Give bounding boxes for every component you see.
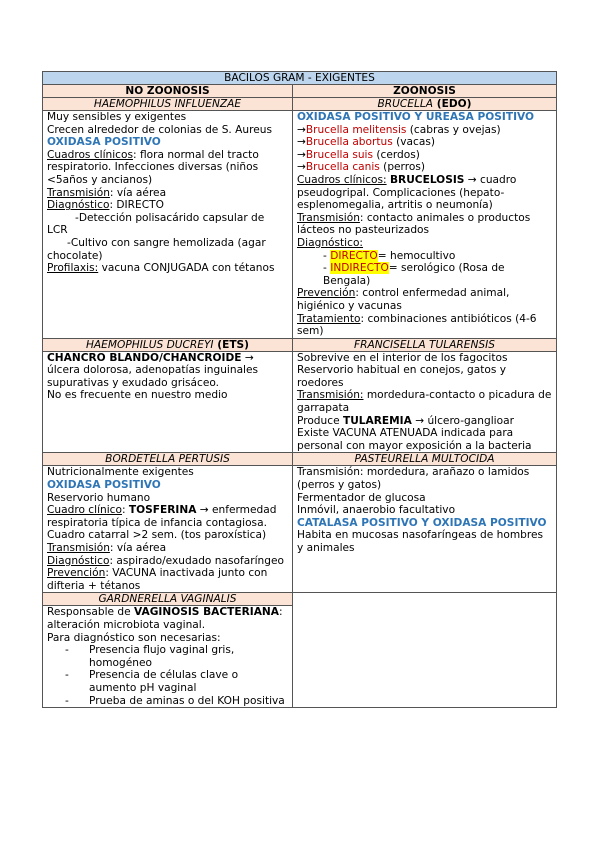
text-line: Muy sensibles y exigentes [47,111,187,123]
transmission-line: Transmisión: vía aérea [47,186,167,199]
transmission-line: Transmisión: mordedura-contacto o picadura de garrapata [297,389,552,415]
prevention-line: Prevención: VACUNA inactivada junto con difteria + tétanos [47,567,268,592]
diagnosis-line: Diagnóstico: DIRECTO [47,199,164,212]
cell-brucella [293,111,557,339]
cell-pasteurella [293,466,557,593]
species-line: →Brucella abortus (vacas) [297,136,435,149]
text-line: Reservorio humano [47,491,151,504]
cell-bordetella [43,466,293,593]
section-title-gardnerella: GARDNERELLA VAGINALIS [43,593,293,606]
text-line: -Cultivo con sangre hemolizada (agar chocolate) [47,236,266,262]
oxidase-label: OXIDASA POSITIVO [47,136,161,149]
cell-haemophilus-influenzae [43,111,293,339]
column-header-no-zoonosis: NO ZOONOSIS [43,85,293,98]
diagnosis-line: Diagnóstico: aspirado/exudado nasofaríngeo [47,554,284,567]
chancroid-line: CHANCRO BLANDO/CHANCROIDE → úlcera dolorosa, adenopatías inguinales supurativas y exudado grisáceo. [47,351,259,389]
text-line: Crecen alrededor de colonias de S. Aureus [47,123,272,136]
vaccine-line: Existe VACUNA ATENUADA indicada para personal con mayor exposición a la bacteria [297,427,532,452]
transmission-line: Transmisión: vía aérea [47,542,167,554]
diagnosis-criteria-list [47,644,288,707]
transmission-line: Transmisión: contacto animales o productos lácteos no pasteurizados [297,211,531,237]
text-line: Fermentador de glucosa [297,491,426,504]
indirect-line: - INDIRECTO= serológico (Rosa de Bengala) [323,262,505,287]
section-title-bordetella: BORDETELLA PERTUSIS [43,453,293,466]
tularemia-line: Produce TULAREMIA → úlcero-ganglioar [297,414,514,427]
oxidase-label: OXIDASA POSITIVO [47,479,161,492]
treatment-line: Tratamiento: combinaciones antibióticos (4-6 sem) [297,312,537,338]
species-line: →Brucella suis (cerdos) [297,148,420,161]
cell-francisella [293,351,557,453]
text-line: Nutricionalmente exigentes [47,466,194,479]
section-title-haemophilus-ducreyi: HAEMOPHILUS DUCREYI (ETS) [43,338,293,351]
text-line: Transmisión: mordedura, arañazo o lamidos (perros y gatos) [297,466,530,492]
text-line: Reservorio habitual en conejos, gatos y roedores [297,364,507,389]
clinical-line: Cuadro clínico: TOSFERINA → enfermedad respiratoria típica de infancia contagiosa. Cuadro catarral >2 sem. (tos paroxística) [47,504,277,542]
prevention-line: Prevención: control enfermedad animal, higiénico y vacunas [297,287,510,312]
text-line: No es frecuente en nuestro medio [47,389,228,402]
direct-line: - DIRECTO= hemocultivo [323,249,456,262]
clinical-line: Cuadros clínicos: BRUCELOSIS → cuadro pseudogripal. Complicaciones (hepato-esplenomegalia, artritis o neumonía) [297,173,517,212]
species-line: →Brucella canis (perros) [297,161,425,174]
list-item: - Presencia de células clave o aumento pH vaginal [89,669,288,694]
section-title-pasteurella: PASTEURELLA MULTOCIDA [293,453,557,466]
section-title-haemophilus-influenzae: HAEMOPHILUS INFLUENZAE [43,98,293,111]
text-line: Inmóvil, anaerobio facultativo [297,504,456,517]
diagnosis-label: Diagnóstico: [297,236,364,249]
empty-cell [293,593,557,708]
text-line: Para diagnóstico son necesarias: [47,631,221,644]
list-item: - Presencia flujo vaginal gris, homogéneo [89,644,288,669]
clinical-line: Cuadros clínicos: flora normal del tracto respiratorio. Infecciones diversas (niños <5años y ancianos) [47,148,259,186]
species-line: →Brucella melitensis (cabras y ovejas) [297,123,501,136]
text-line: Habita en mucosas nasofaríngeas de hombres y animales [297,529,544,554]
cell-gardnerella [43,606,293,708]
section-title-brucella: BRUCELLA (EDO) [293,98,557,111]
vaginosis-line: Responsable de VAGINOSIS BACTERIANA: alteración microbiota vaginal. [47,606,283,631]
oxidase-urease-label: OXIDASA POSITIVO Y UREASA POSITIVO [297,111,535,123]
table-title: BACILOS GRAM - EXIGENTES [43,72,557,85]
section-title-francisella: FRANCISELLA TULARENSIS [293,338,557,351]
text-line: Sobrevive en el interior de los fagocitos [297,351,508,364]
catalase-oxidase-label: CATALASA POSITIVO Y OXIDASA POSITIVO [297,516,547,529]
column-header-zoonosis: ZOONOSIS [293,85,557,98]
prophylaxis-line: Profilaxis: vacuna CONJUGADA con tétanos [47,262,275,275]
cell-haemophilus-ducreyi [43,351,293,453]
bacilos-table [42,71,557,708]
list-item: - Prueba de aminas o del KOH positiva [89,695,288,708]
text-line: -Detección polisacárido capsular de LCR [47,211,265,237]
